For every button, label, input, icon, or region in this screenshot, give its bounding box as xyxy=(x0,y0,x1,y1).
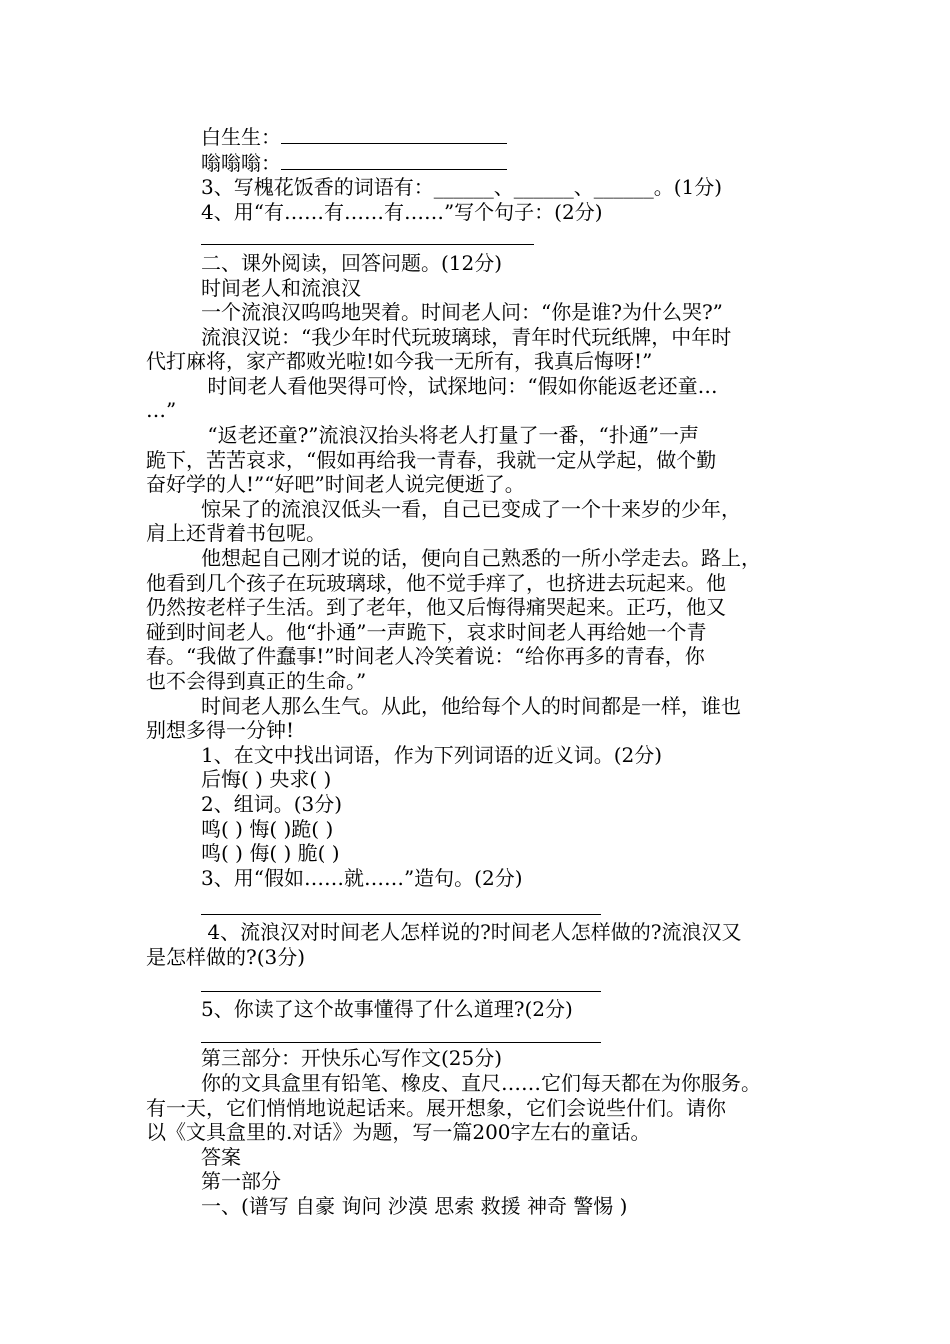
word-group-blanks[interactable]: 鸣( ) 悔( )跪( ) xyxy=(201,817,334,841)
answer-line[interactable] xyxy=(201,1042,601,1043)
paragraph-line: 春。“我做了件蠢事!”时间老人冷笑着说：“给你再多的青春，你 xyxy=(146,644,705,668)
paragraph-line: 仍然按老样子生活。到了老年，他又后悔得痛哭起来。正巧，他又 xyxy=(146,595,726,619)
paragraph-line: 碰到时间老人。他“扑通”一声跪下，哀求时间老人再给她一个青 xyxy=(146,620,707,644)
reading-question-3: 3、用“假如……就……”造句。(2分) xyxy=(201,866,523,890)
paragraph-line: 跪下，苦苦哀求，“假如再给我一青春，我就一定从学起，做个勤 xyxy=(146,448,717,472)
answer-part-heading: 第一部分 xyxy=(201,1169,281,1193)
paragraph-line: 流浪汉说：“我少年时代玩玻璃球，青年时代玩纸牌，中年时 xyxy=(201,325,732,349)
answer-blank[interactable] xyxy=(281,151,507,170)
paragraph-line: 别想多得一分钟! xyxy=(146,718,295,742)
answer-heading: 答案 xyxy=(201,1145,241,1169)
paragraph-line: 一个流浪汉呜呜地哭着。时间老人问：“你是谁?为什么哭?” xyxy=(201,300,723,324)
paragraph-line: “返老还童?”流浪汉抬头将老人打量了一番，“扑通”一声 xyxy=(201,423,699,447)
paragraph-line: 惊呆了的流浪汉低头一看，自己已变成了一个十来岁的少年， xyxy=(201,497,741,521)
paragraph-line: 以《文具盒里的.对话》为题，写一篇200字左右的童话。 xyxy=(146,1120,651,1144)
paragraph-line: …” xyxy=(146,398,177,422)
paragraph-line: 他想起自己刚才说的话，便向自己熟悉的一所小学走去。路上， xyxy=(201,546,761,570)
reading-question-4: 4、流浪汉对时间老人怎样说的?时间老人怎样做的?流浪汉又 xyxy=(201,920,742,944)
answer-line[interactable] xyxy=(201,244,534,245)
question-4: 4、用“有……有……有……”写个句子：(2分) xyxy=(201,200,603,224)
question-3: 3、写槐花饭香的词语有：______、______、______。(1分) xyxy=(201,175,723,199)
fill-line-wengwengweng: 嗡嗡嗡： xyxy=(201,151,507,175)
paragraph-line: 有一天，它们悄悄地说起话来。展开想象，它们会说些什们。请你 xyxy=(146,1096,726,1120)
paragraph-line: 也不会得到真正的生命。” xyxy=(146,669,367,693)
paragraph-line: 时间老人那么生气。从此，他给每个人的时间都是一样，谁也 xyxy=(201,694,741,718)
paragraph-line: 肩上还背着书包呢。 xyxy=(146,521,326,545)
paragraph-line: 奋好学的人!”“好吧”时间老人说完便逝了。 xyxy=(146,472,525,496)
paragraph-line: 你的文具盒里有铅笔、橡皮、直尺……它们每天都在为你服务。 xyxy=(201,1071,761,1095)
answer-blank[interactable] xyxy=(281,125,507,144)
paragraph-line: 他看到几个孩子在玩玻璃球，他不觉手痒了，也挤进去玩起来。他 xyxy=(146,571,726,595)
reading-question-4-cont: 是怎样做的?(3分) xyxy=(146,945,306,969)
paragraph-line: 代打麻将，家产都败光啦!如今我一无所有，我真后悔呀!” xyxy=(146,349,653,373)
story-title: 时间老人和流浪汉 xyxy=(201,276,361,300)
paragraph-line: 时间老人看他哭得可怜，试探地问：“假如你能返老还童… xyxy=(201,374,718,398)
section-heading: 第三部分：开快乐心写作文(25分) xyxy=(201,1046,503,1070)
word-group-blanks[interactable]: 鸣( ) 侮( ) 脆( ) xyxy=(201,841,340,865)
reading-question-2: 2、组词。(3分) xyxy=(201,792,343,816)
section-heading: 二、课外阅读，回答问题。(12分) xyxy=(201,251,503,275)
answer-line[interactable] xyxy=(201,991,601,992)
answer-line-1: 一、(谱写 自豪 询问 沙漠 思索 救援 神奇 警惕 ) xyxy=(201,1194,628,1218)
reading-question-1: 1、在文中找出词语，作为下列词语的近义词。(2分) xyxy=(201,743,663,767)
reading-question-5: 5、你读了这个故事懂得了什么道理?(2分) xyxy=(201,997,573,1021)
synonym-blanks[interactable]: 后悔( ) 央求( ) xyxy=(201,767,332,791)
answer-line[interactable] xyxy=(201,914,601,915)
fill-line-baishengsheng: 白生生： xyxy=(201,125,507,149)
